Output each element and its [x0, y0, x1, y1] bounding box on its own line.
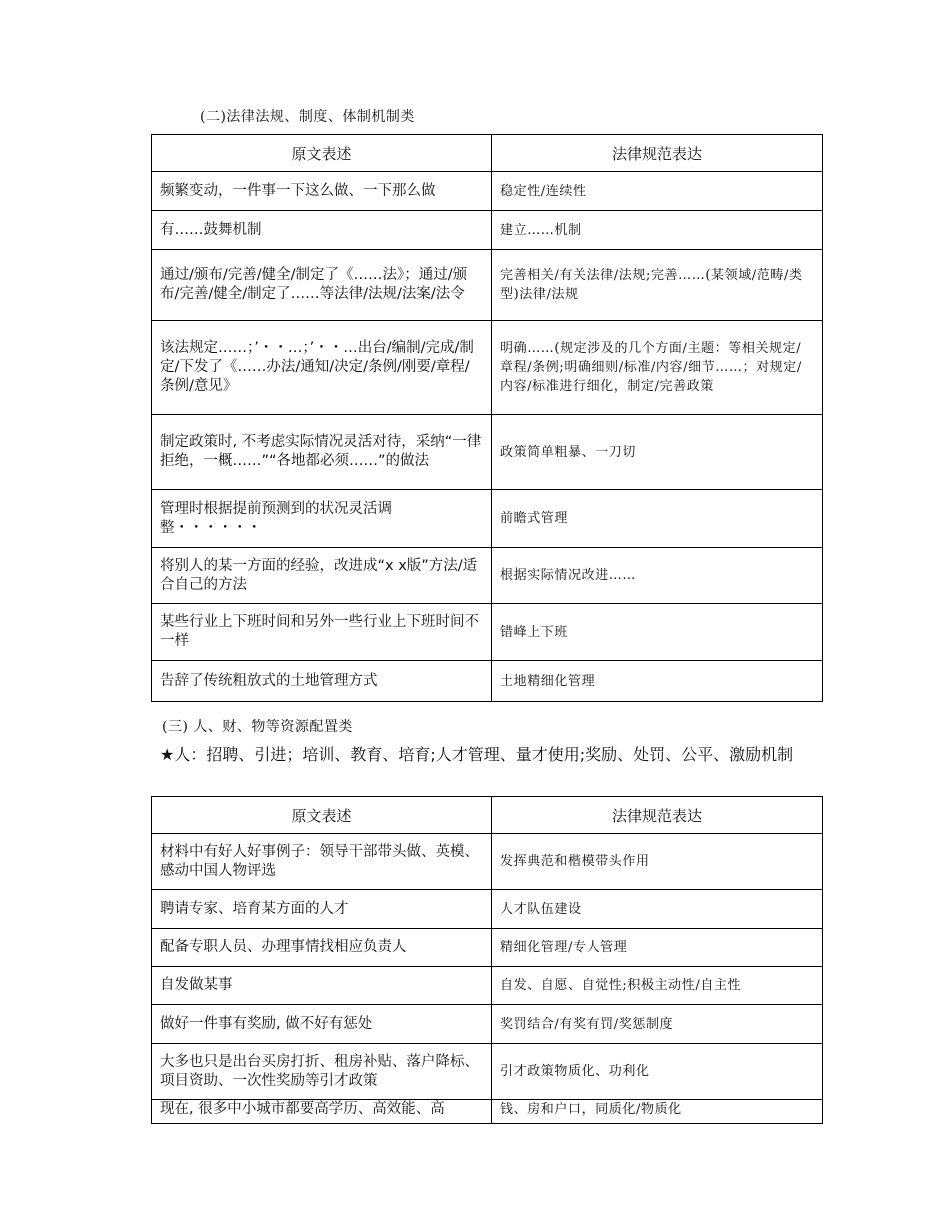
table-row [152, 890, 823, 929]
original-text-cell: 该法规定……；’・・…；’・・…出台/编制/完成/制定/下发了《……办法/通知/决定/条例/刚要/章程/条例/意见》 [152, 321, 492, 415]
table-row [152, 548, 823, 604]
table-row [152, 1044, 823, 1100]
legal-expression-cell: 稳定性/连续性 [492, 172, 823, 211]
table-header-row [152, 797, 823, 834]
table-row [152, 490, 823, 548]
original-text-cell: 现在, 很多中小城市都要高学历、高效能、高 [152, 1100, 492, 1124]
section3-heading: (三) 人、财、物等资源配置类 [162, 719, 353, 735]
legal-expression-cell: 引才政策物质化、功利化 [492, 1044, 823, 1100]
table-row [152, 1005, 823, 1044]
original-text-cell: 有……鼓舞机制 [152, 211, 492, 250]
table-row [152, 834, 823, 890]
legal-expression-cell: 发挥典范和楷模带头作用 [492, 834, 823, 890]
table-row [152, 1100, 823, 1124]
column-header-legal: 法律规范表达 [492, 797, 823, 834]
table-row [152, 211, 823, 250]
original-text-cell: 自发做某事 [152, 967, 492, 1005]
legal-expression-cell: 错峰上下班 [492, 604, 823, 661]
original-text-cell: 将别人的某一方面的经验，改进成“x x版”方法/适合自己的方法 [152, 548, 492, 604]
original-text-cell: 通过/颁布/完善/健全/制定了《……法》；通过/颁布/完善/健全/制定了……等法律/法规/法案/法令 [152, 250, 492, 321]
table-row [152, 172, 823, 211]
legal-expression-cell: 精细化管理/专人管理 [492, 929, 823, 967]
original-text-cell: 管理时根据提前预测到的状况灵活调整・・・・・・ [152, 490, 492, 548]
legal-expression-cell: 根据实际情况改进…… [492, 548, 823, 604]
legal-expression-cell: 政策简单粗暴、一刀切 [492, 415, 823, 490]
original-text-cell: 聘请专家、培育某方面的人才 [152, 890, 492, 929]
original-text-cell: 材料中有好人好事例子：领导干部带头做、英模、感动中国人物评选 [152, 834, 492, 890]
table-row [152, 967, 823, 1005]
legal-expression-cell: 明确……(规定涉及的几个方面/主题：等相关规定/章程/条例;明确细则/标准/内容/细节……；对规定/内容/标准进行细化，制定/完善政策 [492, 321, 823, 415]
legal-expression-cell: 建立……机制 [492, 211, 823, 250]
legal-expression-cell: 人才队伍建设 [492, 890, 823, 929]
table-row [152, 250, 823, 321]
table-row [152, 321, 823, 415]
table-row [152, 415, 823, 490]
table-row [152, 604, 823, 661]
section2-heading: (二)法律法规、制度、体制机制类 [200, 109, 415, 125]
talent-bullet-line: ★人：招聘、引进；培训、教育、培育;人才管理、量才使用;奖励、处罚、公平、激励机制 [160, 745, 794, 764]
table-row [152, 929, 823, 967]
original-text-cell: 做好一件事有奖励, 做不好有惩处 [152, 1005, 492, 1044]
section3-table [151, 796, 823, 1124]
column-header-legal: 法律规范表达 [492, 135, 823, 172]
column-header-original: 原文表述 [152, 135, 492, 172]
table-row [152, 661, 823, 702]
original-text-cell: 某些行业上下班时间和另外一些行业上下班时间不一样 [152, 604, 492, 661]
legal-expression-cell: 完善相关/有关法律/法规;完善……(某领域/范畴/类型)法律/法规 [492, 250, 823, 321]
original-text-cell: 告辞了传统粗放式的土地管理方式 [152, 661, 492, 702]
original-text-cell: 频繁变动，一件事一下这么做、一下那么做 [152, 172, 492, 211]
original-text-cell: 制定政策时, 不考虑实际情况灵活对待，采纳“一律拒绝，一概……”“各地都必须……”的做法 [152, 415, 492, 490]
original-text-cell: 大多也只是出台买房打折、租房补贴、落户降标、项目资助、一次性奖励等引才政策 [152, 1044, 492, 1100]
legal-expression-cell: 前瞻式管理 [492, 490, 823, 548]
original-text-cell: 配备专职人员、办理事情找相应负责人 [152, 929, 492, 967]
column-header-original: 原文表述 [152, 797, 492, 834]
section2-table [151, 134, 823, 702]
legal-expression-cell: 钱、房和户口，同质化/物质化 [492, 1100, 823, 1124]
table-header-row [152, 135, 823, 172]
legal-expression-cell: 土地精细化管理 [492, 661, 823, 702]
legal-expression-cell: 自发、自愿、自觉性;积极主动性/自主性 [492, 967, 823, 1005]
legal-expression-cell: 奖罚结合/有奖有罚/奖惩制度 [492, 1005, 823, 1044]
